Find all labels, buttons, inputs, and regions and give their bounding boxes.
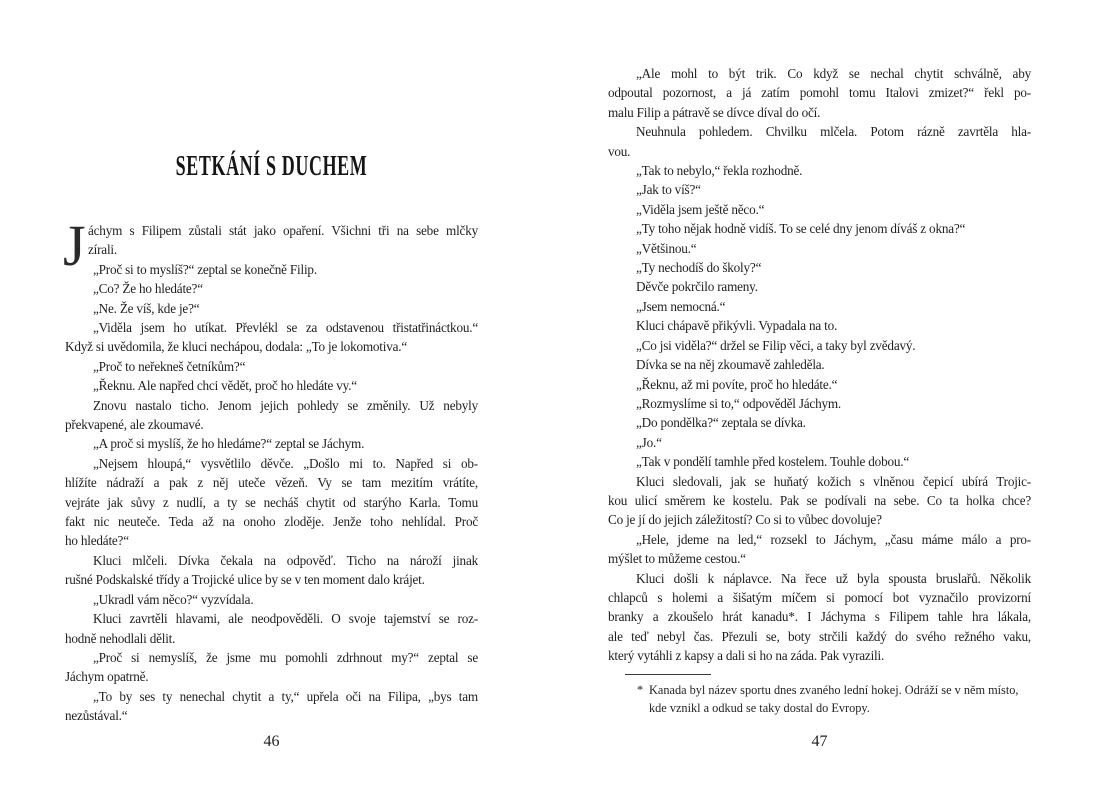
- text-line: „Ty toho nějak hodně vidíš. To se celé dny jenom díváš z okna?“: [636, 221, 966, 237]
- page-number-left: 46: [263, 733, 280, 750]
- text-line: fakt nic neuteče. Teda až na onoho zloděje. Jenže toho nehlídal. Proč: [65, 514, 478, 530]
- text-line: branky a zkoušelo hrát kanadu*. I Jáchyma s Filipem tahle hra lákala,: [608, 609, 1031, 625]
- text-line: „Co? Že ho hledáte?“: [93, 281, 203, 297]
- text-line: Kluci zavrtěli hlavami, ale neodpověděli. O svoje tajemství se roz-: [93, 611, 478, 627]
- text-line: „Jak to víš?“: [636, 182, 701, 198]
- text-line: kou ulicí směrem ke kostelu. Pak se podívali na sebe. Co ta holka chce?: [608, 492, 1031, 508]
- text-line: mýšlet to můžeme cestou.“: [608, 551, 746, 567]
- text-line: „A proč si myslíš, že ho hledáme?“ zeptal se Jáchym.: [93, 436, 365, 452]
- text-line: „Tak v pondělí tamhle před kostelem. Touhle dobou.“: [636, 454, 910, 470]
- text-line: „Ty nechodíš do školy?“: [636, 260, 762, 276]
- text-line: hlížíte nádraží a pak z něj uteče vězeň. Vy se tam mezitím vrátíte,: [65, 475, 478, 491]
- text-line: nezůstával.“: [65, 708, 128, 724]
- text-line: Když si uvědomila, že kluci nechápou, dodala: „To je lokomotiva.“: [65, 339, 408, 355]
- text-line: Kluci sledovali, jak se huňatý kožich s vlněnou čepicí ubírá Trojic-: [636, 473, 1031, 489]
- right-page: [608, 0, 1031, 800]
- text-line: „Tak to nebylo,“ řekla rozhodně.: [636, 163, 803, 179]
- text-line: malu Filip a pátravě se dívce díval do očí.: [608, 104, 821, 120]
- text-line: „Rozmyslíme si to,“ odpověděl Jáchym.: [636, 395, 842, 411]
- text-line: „Proč to neřekneš četníkům?“: [93, 358, 246, 374]
- text-line: „To by ses ty nenechal chytit a ty,“ upřela oči na Filipa, „bys tam: [93, 688, 478, 704]
- chapter-title: SETKÁNÍ S DUCHEM: [175, 150, 368, 182]
- text-line: Co je jí do jejich záležitostí? Co si to vůbec dovoluje?: [608, 512, 882, 528]
- text-line: „Ukradl vám něco?“ vyzvídala.: [93, 591, 254, 607]
- text-line: chlapců s holemi a šišatým míčem si pomocí bot vyznačilo provizorní: [608, 589, 1031, 605]
- text-line: „Řeknu. Ale napřed chci vědět, proč ho hledáte vy.“: [93, 378, 357, 394]
- footnote-text: [637, 682, 1031, 717]
- text-line: „Jsem nemocná.“: [636, 298, 726, 314]
- text-line: „Hele, jdeme na led,“ rozsekl to Jáchym, „času máme málo a pro-: [636, 531, 1031, 547]
- text-line: překvapené, ale zkoumavé.: [65, 417, 204, 433]
- text-line: Znovu nastalo ticho. Jenom jejich pohledy se změnily. Už nebyly: [93, 397, 478, 413]
- text-line: „Viděla jsem ho utíkat. Převlékl se za odstavenou třistatřináctkou.“: [93, 320, 478, 336]
- text-line: ale teď nebyl čas. Přezuli se, boty strčili každý do svého režného vaku,: [608, 628, 1031, 644]
- text-line: Neuhnula pohledem. Chvilku mlčela. Potom rázně zavrtěla hla-: [636, 124, 1031, 140]
- left-page-text: [65, 260, 478, 726]
- footnote-line: [637, 682, 1031, 700]
- text-line: „Většinou.“: [636, 240, 697, 256]
- text-line: „Proč si to myslíš?“ zeptal se konečně Filip.: [93, 261, 317, 277]
- footnote-line-text: Kanada byl název sportu dnes zvaného lední hokej. Odráží se v něm místo,: [649, 683, 1019, 697]
- text-line: „Nejsem hloupá,“ vysvětlilo děvče. „Došlo mi to. Napřed si ob-: [93, 455, 478, 471]
- drop-cap: J: [63, 213, 86, 278]
- text-line: vejráte jak sůvy z nudlí, a ty se necháš chytit od starýho Karla. Tomu: [65, 494, 478, 510]
- text-line: Děvče pokrčilo rameny.: [636, 279, 758, 295]
- page-number-right: 47: [811, 733, 828, 750]
- text-line: „Ale mohl to být trik. Co když se nechal chytit schválně, aby: [636, 66, 1031, 81]
- text-line: „Řeknu, až mi povíte, proč ho hledáte.“: [636, 376, 838, 392]
- footnote-marker: *: [637, 683, 644, 697]
- text-line: odpoutal pozornost, a já zatím pomohl tomu Italovi zmizet?“ řekl po-: [608, 85, 1031, 101]
- footnote-line: kde vznikl a odkud se taky dostal do Evropy.: [649, 700, 870, 715]
- text-line: který vytáhli z kapsy a dali si ho na záda. Pak vyrazili.: [608, 648, 885, 664]
- text-line: „Do pondělka?“ zeptala se dívka.: [636, 415, 806, 431]
- footnote: [608, 674, 1031, 717]
- text-line: „Viděla jsem ještě něco.“: [636, 201, 765, 217]
- text-line: vou.: [608, 143, 631, 159]
- opening-lines: [88, 221, 478, 260]
- text-line: ho hledáte?“: [65, 533, 129, 549]
- text-line: rušné Podskalské třídy a Trojické ulice by se v ten moment dalo krájet.: [65, 572, 425, 588]
- text-line: Kluci chápavě přikývli. Vypadala na to.: [636, 318, 838, 334]
- text-line: „Proč si nemyslíš, že jsme mu pomohli zdrhnout my?“ zeptal se: [93, 649, 478, 665]
- text-line: „Co jsi viděla?“ držel se Filip věci, a taky byl zvědavý.: [636, 337, 916, 353]
- text-line: hodně nehodlali dělit.: [65, 630, 176, 646]
- text-line: zírali.: [88, 242, 117, 258]
- footnote-separator: [625, 674, 711, 675]
- text-line: áchym s Filipem zůstali stát jako opaření. Všichni tři na sebe mlčky: [88, 223, 478, 238]
- text-line: Kluci došli k náplavce. Na řece už byla spousta bruslařů. Několik: [636, 570, 1031, 586]
- text-line: Kluci mlčeli. Dívka čekala na odpověď. Ticho na nároží jinak: [93, 552, 478, 568]
- text-line: Jáchym opatrně.: [65, 669, 149, 685]
- right-page-text: [608, 64, 1031, 666]
- text-line: „Ne. Že víš, kde je?“: [93, 300, 200, 316]
- left-page: [65, 0, 478, 800]
- text-line: „Jo.“: [636, 434, 662, 450]
- text-line: Dívka se na něj zkoumavě zahleděla.: [636, 357, 825, 373]
